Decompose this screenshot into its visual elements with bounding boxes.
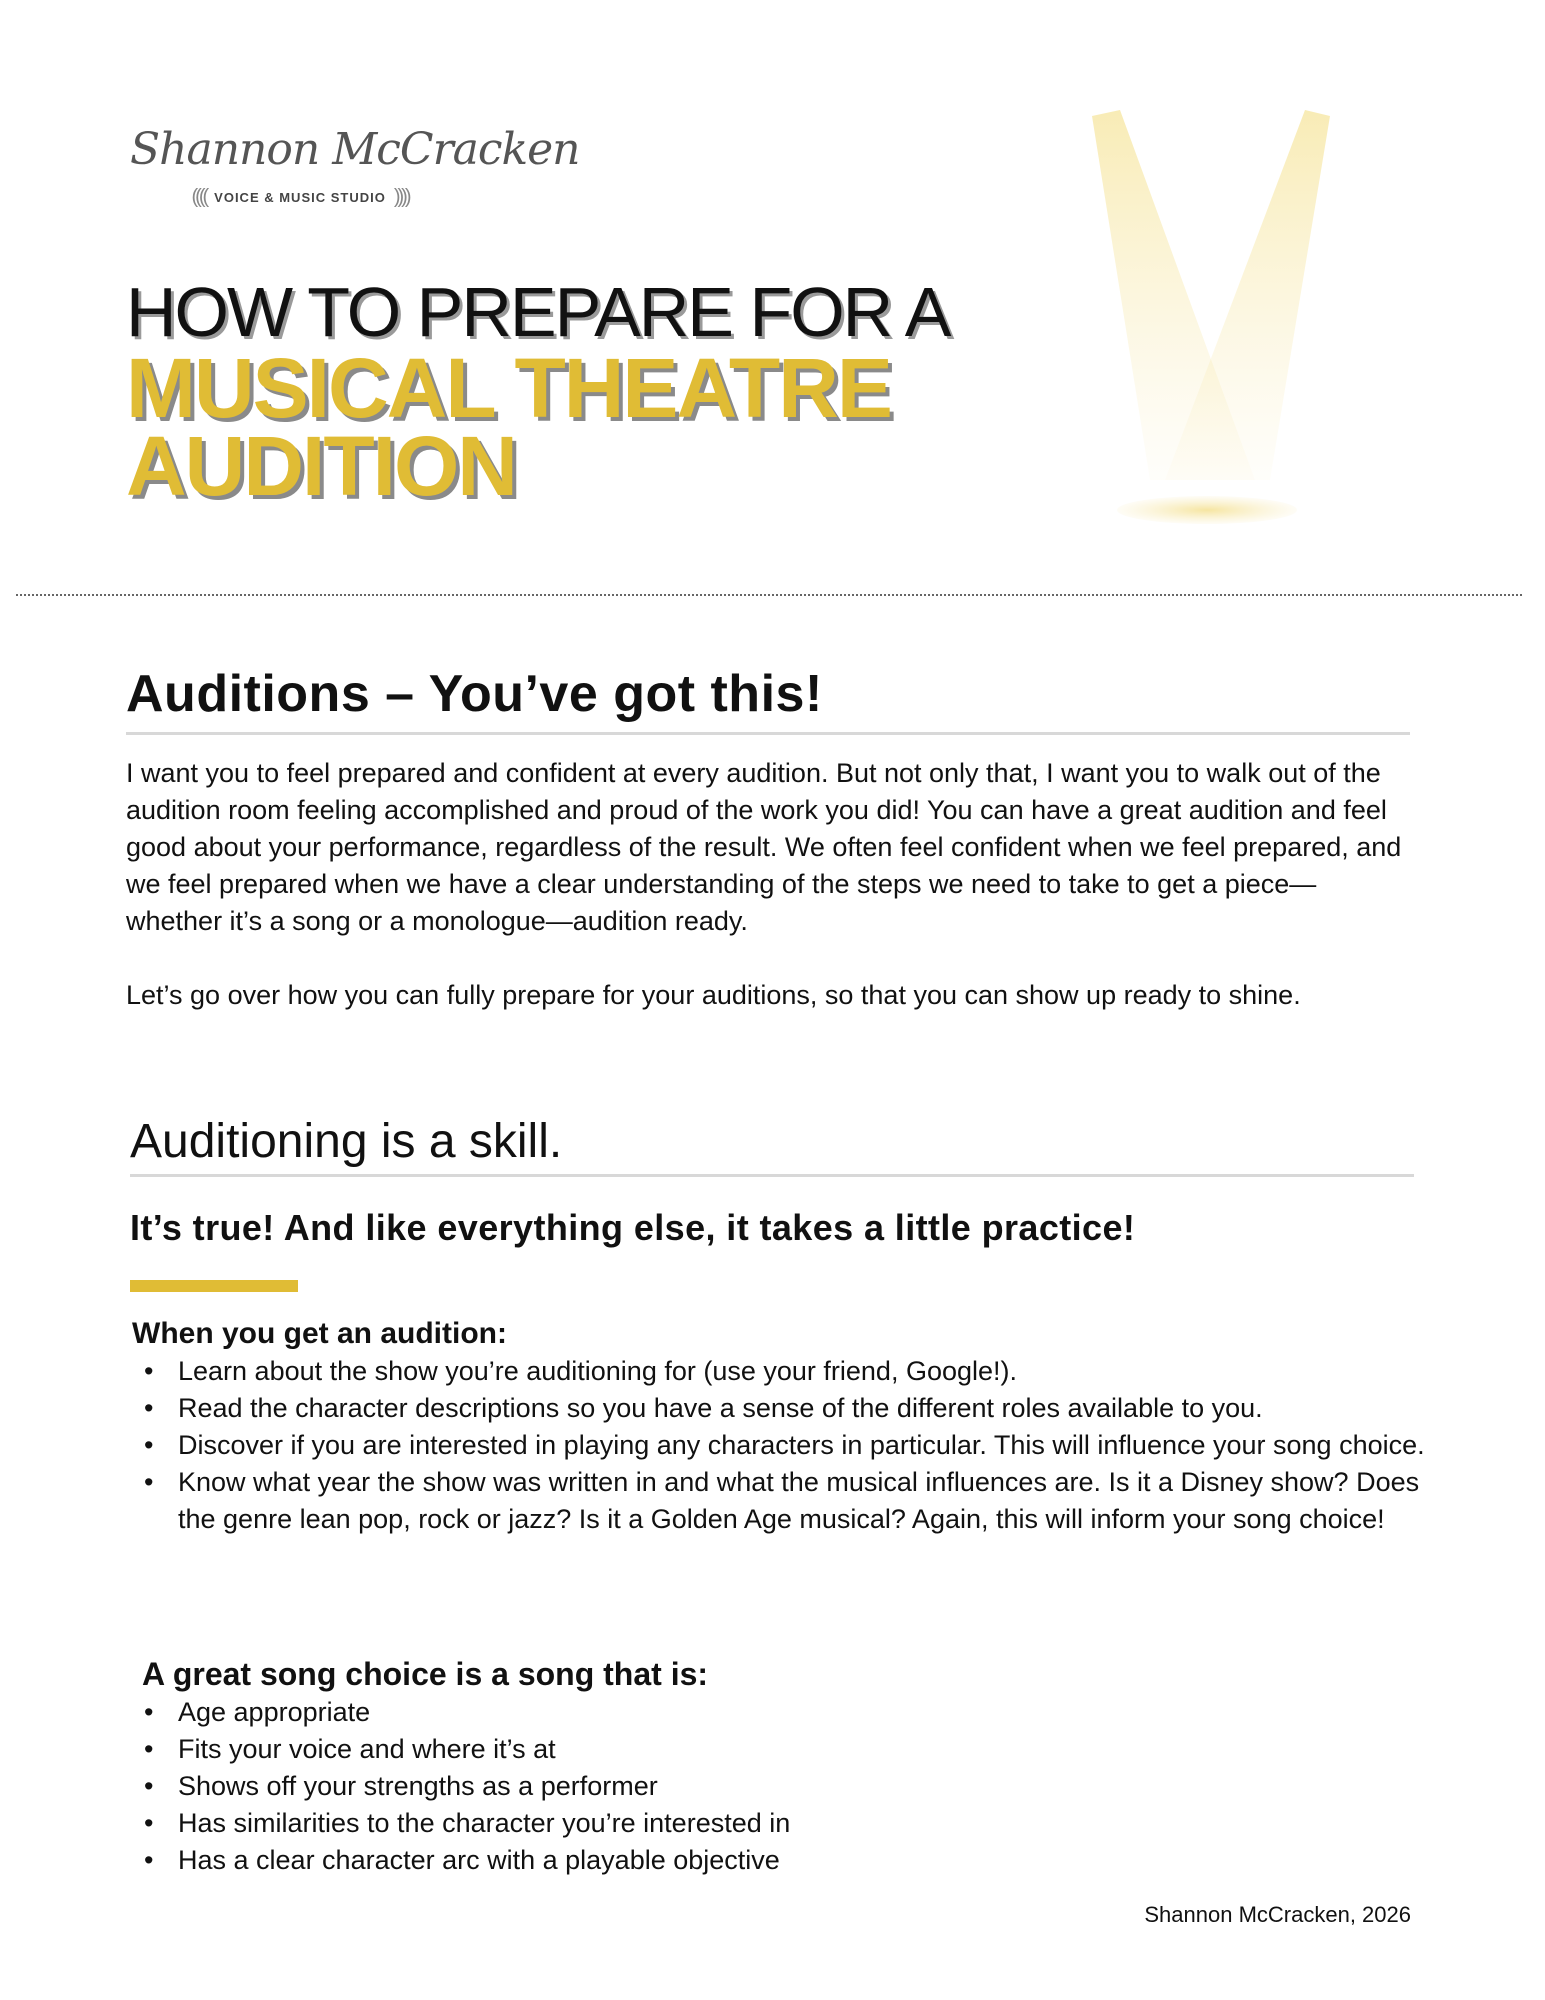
song-choice-heading: A great song choice is a song that is: xyxy=(142,1656,709,1692)
section-subheading: It’s true! And like everything else, it takes a little practice! xyxy=(130,1207,1136,1248)
list-item xyxy=(126,1768,1126,1805)
footer-credit: Shannon McCracken, 2026 xyxy=(1144,1902,1411,1927)
when-audition-list xyxy=(126,1353,1426,1538)
bullet-icon: • xyxy=(144,1771,154,1801)
spotlight-beam-right xyxy=(1165,110,1330,480)
bullet-icon: • xyxy=(144,1734,154,1764)
list-item-text: Has a clear character arc with a playable objective xyxy=(178,1845,780,1875)
accent-bar xyxy=(130,1280,298,1292)
studio-logo xyxy=(130,120,580,209)
list-item xyxy=(126,1805,1126,1842)
bullet-icon: • xyxy=(144,1697,154,1727)
list-item xyxy=(126,1390,1426,1427)
list-item-text: Discover if you are interested in playing any characters in particular. This will influence your song choice. xyxy=(178,1430,1425,1460)
list-item xyxy=(126,1731,1126,1768)
list-item xyxy=(126,1842,1126,1879)
bullet-icon: • xyxy=(144,1845,154,1875)
page-title-line-2: MUSICAL THEATRE xyxy=(126,341,891,435)
song-choice-list xyxy=(126,1694,1126,1879)
intro-text xyxy=(126,755,1410,1014)
header-divider xyxy=(16,594,1522,596)
bullet-icon: • xyxy=(144,1393,154,1423)
list-item-text: Learn about the show you’re auditioning for (use your friend, Google!). xyxy=(178,1356,1018,1386)
logo-script-name: Shannon McCracken xyxy=(130,124,580,175)
list-item xyxy=(126,1427,1426,1464)
page-title-line-1: HOW TO PREPARE FOR A xyxy=(126,273,950,351)
spotlight-floor-pool xyxy=(1117,496,1297,524)
list-item-text: Read the character descriptions so you have a sense of the different roles available to you. xyxy=(178,1393,1263,1423)
bullet-icon: • xyxy=(144,1430,154,1460)
page-title-line-3: AUDITION xyxy=(126,419,516,513)
spotlight-illustration xyxy=(1080,100,1340,540)
page-title xyxy=(126,273,1026,513)
list-item-text: Fits your voice and where it’s at xyxy=(178,1734,556,1764)
logo-tagline xyxy=(192,186,409,209)
logo-tagline-text: VOICE & MUSIC STUDIO xyxy=(214,190,386,205)
list-item-text: Shows off your strengths as a performer xyxy=(178,1771,658,1801)
when-audition-heading: When you get an audition: xyxy=(132,1317,507,1350)
list-item-text: Has similarities to the character you’re interested in xyxy=(178,1808,791,1838)
list-item xyxy=(126,1694,1126,1731)
section-heading-auditions: Auditions – You’ve got this! xyxy=(126,662,1410,735)
sound-waves-right-icon: )))) xyxy=(393,186,409,208)
list-item xyxy=(126,1464,1426,1538)
list-item-text: Know what year the show was written in and what the musical influences are. Is it a Disney show? Does the genre lean pop, rock or jazz? Is it a Golden Age musical? Again, this will inform your song choice! xyxy=(178,1467,1420,1534)
section-heading-skill: Auditioning is a skill. xyxy=(130,1112,1414,1177)
intro-paragraph: I want you to feel prepared and confident at every audition. But not only that, I want you to walk out of the audition room feeling accomplished and proud of the work you did! You can have a great audition and feel good about your performance, regardless of the result. We often feel confident when we feel prepared, and we feel prepared when we have a clear understanding of the steps we need to take to get a piece—whether it’s a song or a monologue—audition ready. xyxy=(126,758,1402,936)
list-item-text: Age appropriate xyxy=(178,1697,371,1727)
bullet-icon: • xyxy=(144,1467,154,1497)
list-item xyxy=(126,1353,1426,1390)
bullet-icon: • xyxy=(144,1356,154,1386)
intro-paragraph: Let’s go over how you can fully prepare for your auditions, so that you can show up ready to shine. xyxy=(126,980,1301,1010)
bullet-icon: • xyxy=(144,1808,154,1838)
sound-waves-left-icon: (((( xyxy=(191,186,207,208)
